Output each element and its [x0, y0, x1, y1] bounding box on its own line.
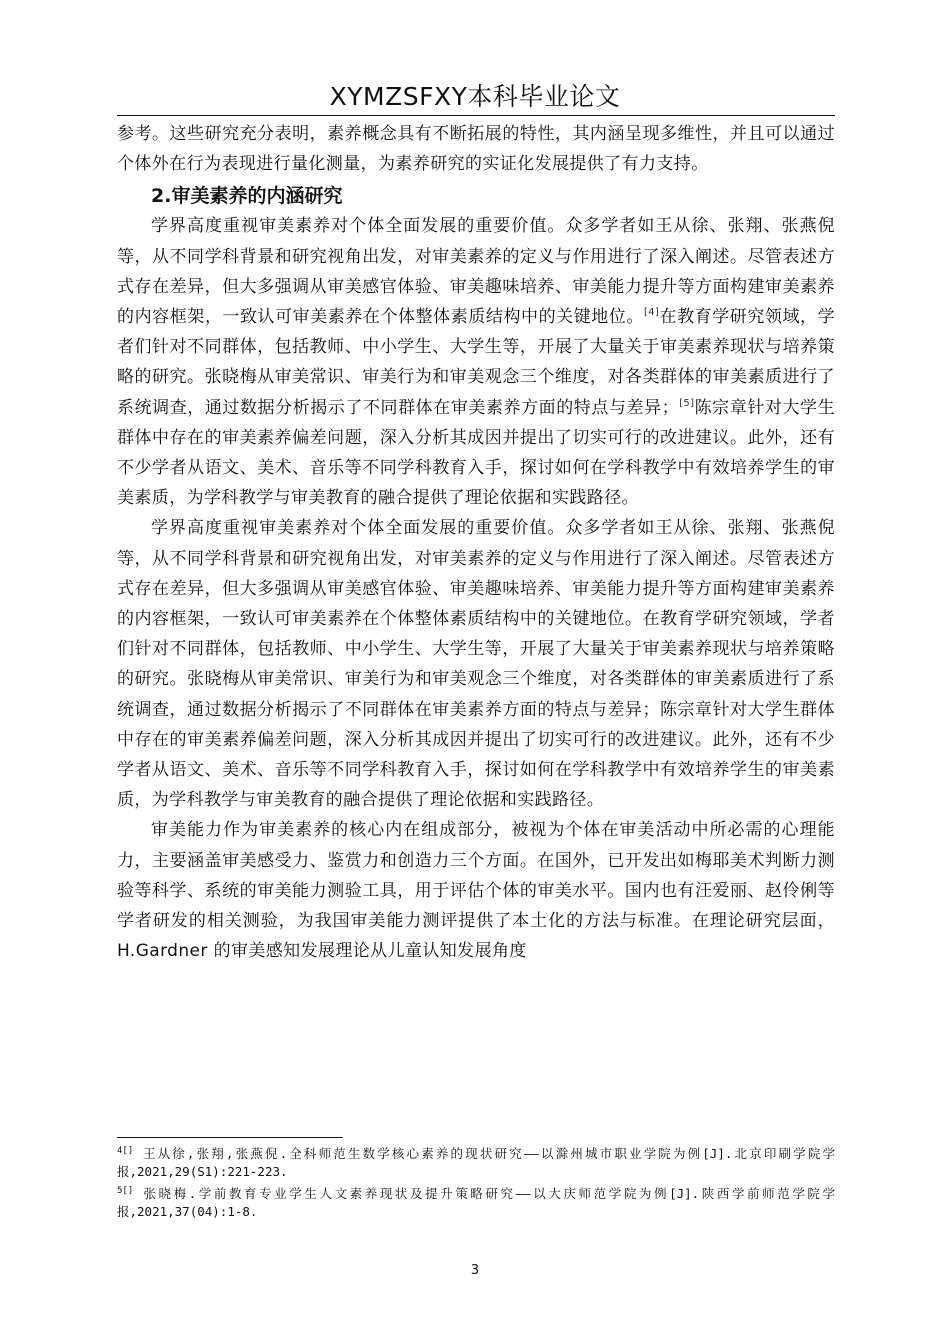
- section-heading: 2.审美素养的内涵研究: [151, 185, 343, 208]
- paragraph-1-part-c: 陈宗章针对大学生群体中存在的审美素养偏差问题，深入分析其成因并提出了切实可行的改进建议。此外，还有不少学者从语文、美术、音乐等不同学科教育入手，探讨如何在学科教学中有效培养学生的审美素质，为学科教学与审美教育的融合提供了理论依据和实践路径。: [117, 397, 835, 509]
- footnote-4: [117, 1145, 835, 1181]
- footnote-mark-4: 4[]: [117, 1146, 134, 1156]
- footnote-5: [117, 1185, 835, 1221]
- body-text: [117, 119, 835, 966]
- paragraph-2: 学界高度重视审美素养对个体全面发展的重要价值。众多学者如王从徐、张翔、张燕倪等，从不同学科背景和研究视角出发，对审美素养的定义与作用进行了深入阐述。尽管表述方式存在差异，但大多强调从审美感官体验、审美趣味培养、审美能力提升等方面构建审美素养的内容框架，一致认可审美素养在个体整体素质结构中的关键地位。在教育学研究领域，学者们针对不同群体，包括教师、中小学生、大学生等，开展了大量关于审美素养现状与培养策略的研究。张晓梅从审美常识、审美行为和审美观念三个维度，对各类群体的审美素质进行了系统调查，通过数据分析揭示了不同群体在审美素养方面的特点与差异；陈宗章针对大学生群体中存在的审美素养偏差问题，深入分析其成因并提出了切实可行的改进建议。此外，还有不少学者从语文、美术、音乐等不同学科教育入手，探讨如何在学科教学中有效培养学生的审美素质，为学科教学与审美教育的融合提供了理论依据和实践路径。: [117, 518, 835, 811]
- paragraph-1: [117, 211, 835, 513]
- paragraph-1-part-a: 学界高度重视审美素养对个体全面发展的重要价值。众多学者如王从徐、张翔、张燕倪等，从不同学科背景和研究视角出发，对审美素养的定义与作用进行了深入阐述。尽管表述方式存在差异，但大多强调从审美感官体验、审美趣味培养、审美能力提升等方面构建审美素养的内容框架，一致认可审美素养在个体整体素质结构中的关键地位。: [117, 216, 835, 328]
- continuation-paragraph: 参考。这些研究充分表明，素养概念具有不断拓展的特性，其内涵呈现多维性，并且可以通过个体外在行为表现进行量化测量，为素养研究的实证化发展提供了有力支持。: [117, 124, 835, 175]
- footnote-text-5: 张晓梅.学前教育专业学生人文素养现状及提升策略研究——以大庆师范学院为例[J].陕西学前师范学院学报,2021,37(04):1-8.: [117, 1186, 835, 1219]
- footnote-mark-5: 5[]: [117, 1186, 134, 1196]
- footnote-separator: [117, 1137, 343, 1138]
- document-header-title: XYMZSFXY本科毕业论文: [329, 82, 621, 111]
- footnote-text-4: 王从徐,张翔,张燕倪.全科师范生数学核心素养的现状研究——以滁州城市职业学院为例[J].北京印刷学院学报,2021,29(S1):221-223.: [117, 1146, 835, 1179]
- paragraph-1-part-b: 在教育学研究领域，学者们针对不同群体，包括教师、中小学生、大学生等，开展了大量关于审美素养现状与培养策略的研究。张晓梅从审美常识、审美行为和审美观念三个维度，对各类群体的审美素质进行了系统调查，通过数据分析揭示了不同群体在审美素养方面的特点与差异；: [117, 307, 835, 418]
- page-number: 3: [470, 1263, 480, 1278]
- citation-ref-4[interactable]: [4]: [643, 307, 660, 319]
- header-rule: [117, 115, 835, 116]
- paragraph-3: 审美能力作为审美素养的核心内在组成部分，被视为个体在审美活动中所必需的心理能力，主要涵盖审美感受力、鉴赏力和创造力三个方面。在国外，已开发出如梅耶美术判断力测验等科学、系统的审美能力测验工具，用于评估个体的审美水平。国内也有汪爱丽、赵伶俐等学者研发的相关测验，为我国审美能力测评提供了本土化的方法与标准。在理论研究层面，H.Gardner 的审美感知发展理论从儿童认知发展角度: [117, 820, 835, 962]
- citation-ref-5[interactable]: [5]: [679, 397, 695, 409]
- footnotes: [117, 1145, 835, 1225]
